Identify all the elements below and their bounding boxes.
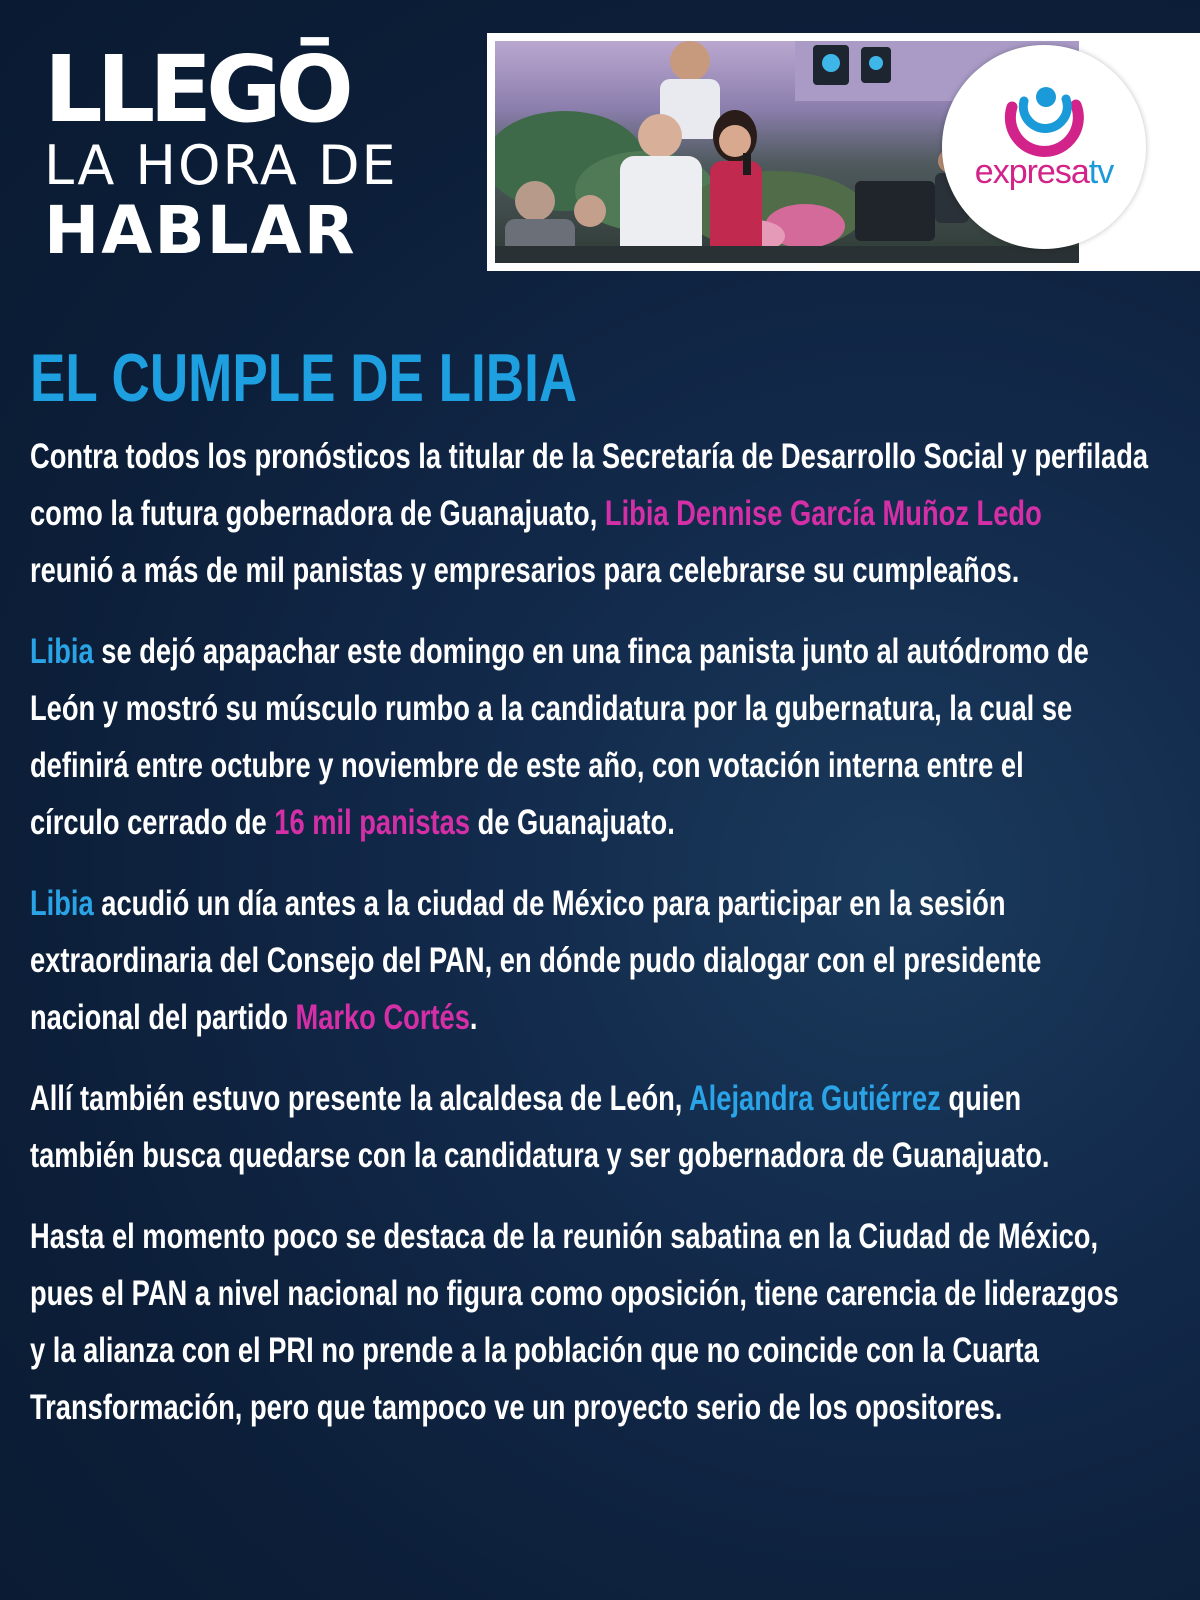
article-body	[30, 428, 1161, 1460]
text-segment: .	[469, 998, 478, 1037]
expresatv-wordmark	[942, 153, 1146, 192]
paragraph-2-line-4	[30, 794, 1161, 851]
paragraph-5-line-4: Transformación, pero que tampoco ve un proyecto serio de los opositores.	[30, 1388, 1003, 1427]
text-segment: como la futura gobernadora de Guanajuato,	[30, 494, 605, 533]
paragraph-5-line-1: Hasta el momento poco se destaca de la reunión sabatina en la Ciudad de México,	[30, 1217, 1099, 1256]
highlight-name-libia: Libia	[30, 632, 94, 671]
paragraph-2-line-2: León y mostró su músculo rumbo a la candidatura por la gubernatura, la cual se	[30, 689, 1073, 728]
logo-line-2: LA HORA DE	[44, 134, 398, 197]
paragraph-5-line-3: y la alianza con el PRI no prende a la población que no coincide con la Cuarta	[30, 1331, 1039, 1370]
paragraph-1-line-2	[30, 485, 1161, 542]
paragraph-4-line-2: también busca quedarse con la candidatura y ser gobernadora de Guanajuato.	[30, 1136, 1050, 1175]
paragraph-2	[30, 623, 1161, 851]
highlight-16-mil-panistas: 16 mil panistas	[274, 803, 471, 842]
text-segment: nacional del partido	[30, 998, 296, 1037]
expresatv-swirl-icon	[942, 45, 1146, 249]
highlight-name-libia-full: Libia Dennise García Muñoz Ledo	[604, 494, 1042, 533]
logo-line-3: HABLAR	[44, 192, 357, 269]
text-segment: quien	[940, 1079, 1022, 1118]
paragraph-1-line-1: Contra todos los pronósticos la titular de la Secretaría de Desarrollo Social y perfilada	[30, 437, 1149, 476]
paragraph-1	[30, 428, 1161, 599]
paragraph-4	[30, 1070, 1161, 1184]
paragraph-1-line-3: reunió a más de mil panistas y empresarios para celebrarse su cumpleaños.	[30, 551, 1020, 590]
wordmark-part-2: tv	[1088, 153, 1114, 191]
paragraph-2-line-3: definirá entre octubre y noviembre de este año, con votación interna entre el	[30, 746, 1024, 785]
article-headline: EL CUMPLE DE LIBIA	[30, 340, 578, 416]
text-segment: acudió un día antes a la ciudad de México para participar en la sesión	[93, 884, 1006, 923]
paragraph-4-line-1	[30, 1070, 1161, 1127]
logo-line-1: LLEGŌ	[44, 36, 348, 143]
highlight-name-marko-cortes: Marko Cortés	[295, 998, 470, 1037]
highlight-name-libia: Libia	[30, 884, 94, 923]
paragraph-5-line-2: pues el PAN a nivel nacional no figura como oposición, tiene carencia de liderazgos	[30, 1274, 1119, 1313]
program-logo	[44, 36, 398, 269]
paragraph-3-line-3	[30, 989, 1161, 1046]
paragraph-3-line-2: extraordinaria del Consejo del PAN, en dónde pudo dialogar con el presidente	[30, 941, 1042, 980]
paragraph-2-line-1	[30, 623, 1161, 680]
text-segment: de Guanajuato.	[470, 803, 675, 842]
paragraph-5	[30, 1208, 1161, 1436]
paragraph-3-line-1	[30, 875, 1161, 932]
highlight-name-alejandra-gutierrez: Alejandra Gutiérrez	[688, 1079, 941, 1118]
text-segment: se dejó apapachar este domingo en una finca panista junto al autódromo de	[93, 632, 1089, 671]
wordmark-part-1: expresa	[974, 153, 1089, 191]
text-segment: Allí también estuvo presente la alcaldesa de León,	[30, 1079, 689, 1118]
paragraph-3	[30, 875, 1161, 1046]
text-segment: círculo cerrado de	[30, 803, 275, 842]
expresatv-logo	[942, 45, 1146, 249]
event-photo-frame	[487, 33, 1200, 271]
